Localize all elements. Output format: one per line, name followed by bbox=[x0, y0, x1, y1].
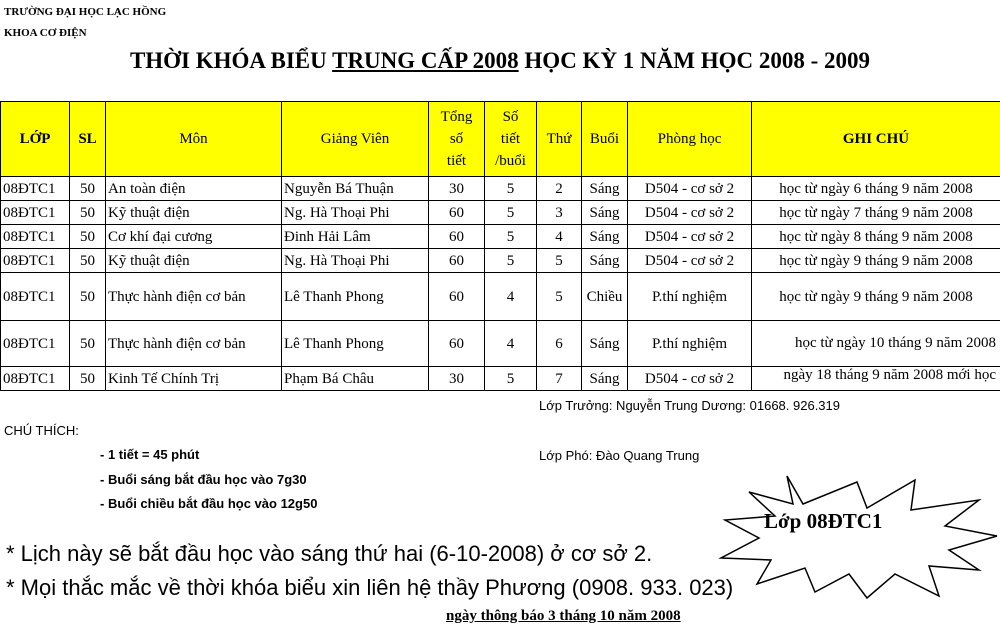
class-vice-monitor: Lớp Phó: Đào Quang Trung bbox=[539, 448, 700, 463]
cell-phong-hoc: D504 - cơ sở 2 bbox=[628, 225, 752, 249]
cell-so-tiet-buoi: 5 bbox=[485, 225, 537, 249]
cell-ghi-chu: học từ ngày 6 tháng 9 năm 2008 bbox=[752, 177, 1000, 201]
table-row bbox=[1, 177, 1000, 201]
cell-tong-so-tiet: 60 bbox=[429, 249, 485, 273]
cell-phong-hoc: D504 - cơ sở 2 bbox=[628, 177, 752, 201]
cell-giang-vien: Lê Thanh Phong bbox=[282, 321, 429, 367]
schedule-note: * Lịch này sẽ bắt đầu học vào sáng thứ hai (6-10-2008) ở cơ sở 2. bbox=[6, 541, 653, 566]
cell-mon: Kinh Tế Chính Trị bbox=[106, 367, 282, 391]
cell-buoi: Sáng bbox=[582, 225, 628, 249]
cell-mon: Thực hành điện cơ bản bbox=[106, 321, 282, 367]
cell-phong-hoc: P.thí nghiệm bbox=[628, 321, 752, 367]
cell-buoi: Sáng bbox=[582, 367, 628, 391]
title-part-1: THỜI KHÓA BIỂU bbox=[129, 48, 333, 73]
legend-title: CHÚ THÍCH: bbox=[4, 423, 79, 438]
cell-lop: 08ĐTC1 bbox=[1, 249, 70, 273]
cell-ghi-chu-text: ngày 18 tháng 9 năm 2008 mới học bbox=[783, 367, 996, 383]
cell-mon: Kỹ thuật điện bbox=[106, 249, 282, 273]
table-row bbox=[1, 321, 1000, 367]
cell-thu: 5 bbox=[537, 249, 582, 273]
cell-sl: 50 bbox=[70, 367, 106, 391]
cell-tong-so-tiet: 30 bbox=[429, 177, 485, 201]
cell-giang-vien: Ng. Hà Thoại Phi bbox=[282, 249, 429, 273]
cell-thu: 5 bbox=[537, 273, 582, 321]
table-header-row bbox=[1, 102, 1000, 177]
cell-ghi-chu: học từ ngày 8 tháng 9 năm 2008 bbox=[752, 225, 1000, 249]
cell-so-tiet-buoi: 5 bbox=[485, 367, 537, 391]
cell-buoi: Sáng bbox=[582, 321, 628, 367]
cell-lop: 08ĐTC1 bbox=[1, 201, 70, 225]
col-header-mon: Môn bbox=[106, 102, 282, 177]
cell-lop: 08ĐTC1 bbox=[1, 177, 70, 201]
starburst-shape bbox=[717, 474, 1000, 600]
table-row bbox=[1, 201, 1000, 225]
announcement-date: ngày thông báo 3 tháng 10 năm 2008 bbox=[446, 608, 681, 624]
title-part-2: HỌC KỲ 1 NĂM HỌC 2008 - 2009 bbox=[518, 48, 871, 73]
col-header-sl: SL bbox=[70, 102, 106, 177]
cell-mon: Kỹ thuật điện bbox=[106, 201, 282, 225]
cell-ghi-chu: học từ ngày 9 tháng 9 năm 2008 bbox=[752, 249, 1000, 273]
cell-so-tiet-buoi: 5 bbox=[485, 177, 537, 201]
cell-sl: 50 bbox=[70, 249, 106, 273]
table-row bbox=[1, 249, 1000, 273]
cell-phong-hoc: D504 - cơ sở 2 bbox=[628, 201, 752, 225]
col-header-giang-vien: Giảng Viên bbox=[282, 102, 429, 177]
cell-ghi-chu: học từ ngày 7 tháng 9 năm 2008 bbox=[752, 201, 1000, 225]
cell-buoi: Chiều bbox=[582, 273, 628, 321]
cell-buoi: Sáng bbox=[582, 249, 628, 273]
cell-ghi-chu: học từ ngày 9 tháng 9 năm 2008 bbox=[752, 273, 1000, 321]
cell-tong-so-tiet: 30 bbox=[429, 367, 485, 391]
cell-sl: 50 bbox=[70, 201, 106, 225]
page-title bbox=[0, 48, 1000, 74]
cell-thu: 7 bbox=[537, 367, 582, 391]
cell-so-tiet-buoi: 5 bbox=[485, 201, 537, 225]
cell-ghi-chu: học từ ngày 10 tháng 9 năm 2008 bbox=[752, 321, 1000, 367]
faculty-name: KHOA CƠ ĐIỆN bbox=[4, 27, 87, 39]
cell-lop: 08ĐTC1 bbox=[1, 225, 70, 249]
legend-item: - Buổi chiều bắt đầu học vào 12g50 bbox=[100, 496, 318, 511]
cell-ghi-chu bbox=[752, 367, 1000, 391]
cell-sl: 50 bbox=[70, 273, 106, 321]
cell-phong-hoc: D504 - cơ sở 2 bbox=[628, 249, 752, 273]
schedule-table bbox=[0, 101, 1000, 391]
cell-lop: 08ĐTC1 bbox=[1, 321, 70, 367]
col-header-lop: LỚP bbox=[1, 102, 70, 177]
cell-sl: 50 bbox=[70, 177, 106, 201]
class-monitor: Lớp Trưởng: Nguyễn Trung Dương: 01668. 926.319 bbox=[539, 398, 840, 413]
cell-thu: 2 bbox=[537, 177, 582, 201]
cell-tong-so-tiet: 60 bbox=[429, 201, 485, 225]
col-header-ghi-chu: GHI CHÚ bbox=[752, 102, 1000, 177]
cell-tong-so-tiet: 60 bbox=[429, 321, 485, 367]
col-header-tong-so-tiet: Tổng số tiết bbox=[429, 102, 485, 177]
cell-tong-so-tiet: 60 bbox=[429, 273, 485, 321]
cell-giang-vien: Nguyễn Bá Thuận bbox=[282, 177, 429, 201]
cell-thu: 3 bbox=[537, 201, 582, 225]
cell-so-tiet-buoi: 4 bbox=[485, 321, 537, 367]
cell-lop: 08ĐTC1 bbox=[1, 367, 70, 391]
cell-thu: 6 bbox=[537, 321, 582, 367]
cell-so-tiet-buoi: 4 bbox=[485, 273, 537, 321]
col-header-buoi: Buổi bbox=[582, 102, 628, 177]
cell-sl: 50 bbox=[70, 321, 106, 367]
col-header-so-tiet-buoi: Số tiết /buổi bbox=[485, 102, 537, 177]
cell-mon: Thực hành điện cơ bản bbox=[106, 273, 282, 321]
cell-giang-vien: Đinh Hải Lâm bbox=[282, 225, 429, 249]
cell-giang-vien: Lê Thanh Phong bbox=[282, 273, 429, 321]
school-name: TRƯỜNG ĐẠI HỌC LẠC HỒNG bbox=[4, 6, 167, 18]
table-row bbox=[1, 225, 1000, 249]
cell-mon: An toàn điện bbox=[106, 177, 282, 201]
cell-so-tiet-buoi: 5 bbox=[485, 249, 537, 273]
legend-item: - 1 tiết = 45 phút bbox=[100, 447, 200, 462]
title-underlined: TRUNG CẤP 2008 bbox=[332, 48, 519, 73]
cell-buoi: Sáng bbox=[582, 177, 628, 201]
cell-buoi: Sáng bbox=[582, 201, 628, 225]
cell-phong-hoc: P.thí nghiệm bbox=[628, 273, 752, 321]
legend-item: - Buổi sáng bắt đầu học vào 7g30 bbox=[100, 472, 307, 487]
cell-phong-hoc: D504 - cơ sở 2 bbox=[628, 367, 752, 391]
cell-giang-vien: Ng. Hà Thoại Phi bbox=[282, 201, 429, 225]
cell-tong-so-tiet: 60 bbox=[429, 225, 485, 249]
col-header-thu: Thứ bbox=[537, 102, 582, 177]
cell-giang-vien: Phạm Bá Châu bbox=[282, 367, 429, 391]
col-header-phong-hoc: Phòng học bbox=[628, 102, 752, 177]
cell-mon: Cơ khí đại cương bbox=[106, 225, 282, 249]
cell-lop: 08ĐTC1 bbox=[1, 273, 70, 321]
contact-note: * Mọi thắc mắc về thời khóa biểu xin liên hệ thầy Phương (0908. 933. 023) bbox=[6, 575, 734, 600]
class-badge: Lớp 08ĐTC1 bbox=[764, 509, 883, 533]
table-row bbox=[1, 367, 1000, 391]
cell-sl: 50 bbox=[70, 225, 106, 249]
cell-thu: 4 bbox=[537, 225, 582, 249]
table-row bbox=[1, 273, 1000, 321]
